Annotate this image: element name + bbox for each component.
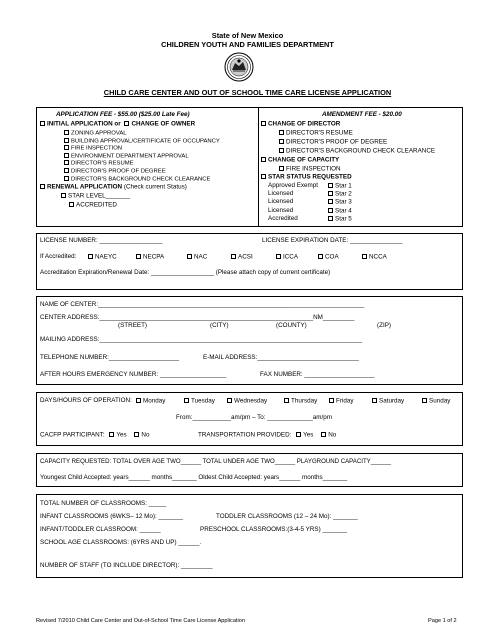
star-status-label: Approved Exempt xyxy=(268,182,319,189)
change-owner-checkbox[interactable] xyxy=(124,121,129,126)
star-level-row xyxy=(61,193,130,200)
director-item xyxy=(279,148,435,155)
director-item-checkbox[interactable] xyxy=(279,130,284,135)
director-item-checkbox[interactable] xyxy=(279,148,284,153)
day-option xyxy=(329,398,354,405)
application-item-label: DIRECTOR'S RESUME xyxy=(71,160,134,167)
day-option xyxy=(284,398,317,405)
fire-inspection-row xyxy=(279,166,341,173)
accreditor-option xyxy=(88,254,117,261)
hours-field: From:___________am/pm – To: _____________am/pm xyxy=(176,414,333,421)
child-ages: Youngest Child Accepted: years______ months_______ Oldest Child Accepted: years______ months_______ xyxy=(40,474,348,481)
star-option xyxy=(328,199,352,206)
star-option-label: Star 2 xyxy=(335,190,352,198)
telephone-number: TELEPHONE NUMBER:____________________ xyxy=(40,354,179,361)
capacity-requested: CAPACITY REQUESTED: TOTAL OVER AGE TWO______ TOTAL UNDER AGE TWO______ PLAYGROUND CAPACITY______ xyxy=(40,458,392,465)
application-item-label: ZONING APPROVAL xyxy=(71,130,127,137)
star-status-label: Accredited xyxy=(268,214,298,222)
change-capacity-row xyxy=(261,157,339,164)
star-option-checkbox[interactable] xyxy=(328,216,333,221)
accreditor-checkbox[interactable] xyxy=(362,254,367,259)
day-option xyxy=(422,398,450,405)
change-director-checkbox[interactable] xyxy=(261,121,266,126)
change-owner-label: CHANGE OF OWNER xyxy=(131,120,196,128)
transport-label: TRANSPORTATION PROVIDED: xyxy=(198,431,292,439)
day-option xyxy=(184,398,215,405)
accreditation-date: Accreditation Expiration/Renewal Date: __________________ (Please attach copy of current certificate) xyxy=(40,269,331,276)
application-item-checkbox[interactable] xyxy=(64,153,69,158)
star-status-label: STAR STATUS REQUESTED xyxy=(268,173,352,181)
application-item-label: DIRECTOR'S PROOF OF DEGREE xyxy=(71,168,166,175)
day-checkbox[interactable] xyxy=(184,398,189,403)
application-item xyxy=(64,153,189,160)
application-item xyxy=(64,145,122,152)
cacfp-label: CACFP PARTICIPANT: xyxy=(40,431,105,439)
staff-count: NUMBER OF STAFF (TO INCLUDE DIRECTOR): _________ xyxy=(40,562,213,569)
director-item xyxy=(279,130,353,137)
accredited-row xyxy=(69,202,117,209)
application-item xyxy=(64,138,220,145)
if-accredited-label: If Accredited: xyxy=(40,253,77,260)
application-item-checkbox[interactable] xyxy=(64,160,69,165)
initial-application-checkbox[interactable] xyxy=(40,121,45,126)
accreditor-option xyxy=(136,254,164,261)
star-option-label: Star 5 xyxy=(335,215,352,223)
accreditor-label: ACSI xyxy=(238,253,253,261)
accreditor-checkbox[interactable] xyxy=(231,254,236,259)
change-capacity-checkbox[interactable] xyxy=(261,157,266,162)
director-item-label: DIRECTOR'S RESUME xyxy=(286,129,353,137)
application-item-checkbox[interactable] xyxy=(64,168,69,173)
day-label: Thursday xyxy=(291,397,318,405)
amendment-fee-title: AMENDMENT FEE - $20.00 xyxy=(322,111,402,118)
application-item-checkbox[interactable] xyxy=(64,176,69,181)
accreditor-label: NAC xyxy=(194,253,208,261)
day-checkbox[interactable] xyxy=(422,398,427,403)
accreditor-checkbox[interactable] xyxy=(276,254,281,259)
cacfp-no-checkbox[interactable] xyxy=(134,432,139,437)
star-option-label: Star 4 xyxy=(335,207,352,215)
star-status-label: Licensed xyxy=(268,206,294,214)
fire-inspection-label: FIRE INSPECTION xyxy=(286,165,341,173)
star-option xyxy=(328,216,352,223)
star-status-row xyxy=(261,174,352,181)
renewal-note: (Check current Status) xyxy=(123,183,187,191)
accreditor-checkbox[interactable] xyxy=(187,254,192,259)
address-zip-label: (ZIP) xyxy=(377,322,391,329)
state-heading: State of New Mexico xyxy=(211,31,284,40)
director-item-checkbox[interactable] xyxy=(279,139,284,144)
preschool-classrooms: PRESCHOOL CLASSROOMS:(3-4-5 YRS) _______ xyxy=(200,526,347,533)
star-option-label: Star 3 xyxy=(335,198,352,206)
address-street-label: (STREET) xyxy=(118,322,148,329)
day-option xyxy=(227,398,267,405)
star-status-label: Licensed xyxy=(268,190,294,198)
application-item xyxy=(64,168,166,175)
accredited-label: ACCREDITED xyxy=(76,201,117,209)
state-seal-icon xyxy=(224,52,254,82)
director-item-label: DIRECTOR'S PROOF OF DEGREE xyxy=(286,138,388,146)
day-checkbox[interactable] xyxy=(329,398,334,403)
renewal-checkbox[interactable] xyxy=(40,184,45,189)
cacfp-no-label: No xyxy=(141,431,150,439)
license-number: LICENSE NUMBER: __________________ xyxy=(40,237,163,244)
transport-row xyxy=(198,432,336,439)
toddler-classrooms: TODDLER CLASSROOMS (12 – 24 Mo): _______ xyxy=(216,513,358,520)
day-option xyxy=(136,398,165,405)
star-option-checkbox[interactable] xyxy=(328,208,333,213)
star-option-checkbox[interactable] xyxy=(328,199,333,204)
initial-application-label: INITIAL APPLICATION or xyxy=(47,120,121,128)
accreditor-label: NAEYC xyxy=(95,253,117,261)
director-item-label: DIRECTOR'S BACKGROUND CHECK CLEARANCE xyxy=(286,147,436,155)
day-label: Tuesday xyxy=(191,397,215,405)
accreditor-option xyxy=(187,254,207,261)
star-option xyxy=(328,191,352,198)
application-fee-title: APPLICATION FEE - $55.00 ($25.00 Late Fee) xyxy=(56,111,190,118)
accreditor-option xyxy=(231,254,253,261)
star-status-label: Licensed xyxy=(268,198,294,206)
star-status-checkbox[interactable] xyxy=(261,174,266,179)
accreditor-option xyxy=(362,254,387,261)
mailing-address: MAILING ADDRESS:___________________________________________________________________________ xyxy=(40,336,363,343)
school-age-classrooms: SCHOOL AGE CLASSROOMS: (6YRS AND UP) ______. xyxy=(40,539,202,546)
license-expiration: LICENSE EXPIRATION DATE: _______________ xyxy=(262,237,403,244)
footer-page-number: Page 1 of 2 xyxy=(428,618,457,624)
transport-yes-label: Yes xyxy=(303,431,314,439)
accreditor-option xyxy=(276,254,298,261)
department-heading: CHILDREN YOUTH AND FAMILIES DEPARTMENT xyxy=(161,40,334,49)
day-checkbox[interactable] xyxy=(372,398,377,403)
infant-classrooms: INFANT CLASSROOMS (6WKS– 12 Mo): _______ xyxy=(40,513,184,520)
form-title: CHILD CARE CENTER AND OUT OF SCHOOL TIME CARE LICENSE APPLICATION xyxy=(103,88,392,97)
renewal-row xyxy=(40,184,187,191)
total-classrooms: TOTAL NUMBER OF CLASSROOMS: _____ xyxy=(40,500,167,507)
address-county-label: (COUNTY) xyxy=(276,322,307,329)
renewal-label: RENEWAL APPLICATION xyxy=(47,183,123,191)
application-item xyxy=(64,176,210,183)
accreditor-label: NECPA xyxy=(143,253,165,261)
infant-toddler-classrooms: INFANT/TODDLER CLASSROOM: ______ xyxy=(40,526,161,533)
change-director-label: CHANGE OF DIRECTOR xyxy=(268,120,341,128)
transport-no-label: No xyxy=(328,431,337,439)
days-label: DAYS/HOURS OF OPERATION: xyxy=(40,397,132,404)
application-item-checkbox[interactable] xyxy=(64,130,69,135)
day-label: Monday xyxy=(143,397,166,405)
initial-application-row xyxy=(40,121,195,128)
star-level-label: STAR LEVEL_______ xyxy=(68,192,131,200)
accredited-checkbox[interactable] xyxy=(69,202,74,207)
after-hours-number: AFTER HOURS EMERGENCY NUMBER: ___________________ xyxy=(40,371,227,378)
center-name: NAME OF CENTER:____________________________________________________________________________ xyxy=(40,301,365,308)
transport-no-checkbox[interactable] xyxy=(321,432,326,437)
accreditor-label: NCCA xyxy=(369,253,387,261)
star-option-label: Star 1 xyxy=(335,182,352,190)
fee-table-divider xyxy=(258,107,259,227)
application-item-checkbox[interactable] xyxy=(64,138,69,143)
application-item xyxy=(64,160,134,167)
cacfp-yes-checkbox[interactable] xyxy=(109,432,114,437)
application-item-label: FIRE INSPECTION xyxy=(71,145,123,152)
day-label: Friday xyxy=(336,397,354,405)
transport-yes-checkbox[interactable] xyxy=(296,432,301,437)
change-capacity-label: CHANGE OF CAPACITY xyxy=(268,156,340,164)
day-label: Sunday xyxy=(429,397,451,405)
day-label: Saturday xyxy=(379,397,405,405)
star-level-checkbox[interactable] xyxy=(61,193,66,198)
day-label: Wednesday xyxy=(234,397,268,405)
fire-inspection-checkbox[interactable] xyxy=(279,166,284,171)
director-item xyxy=(279,139,387,146)
cacfp-row xyxy=(40,432,149,439)
footer-revision: Revised 7/2010 Child Care Center and Out-of-School Time Care License Application xyxy=(36,618,245,624)
change-director-row xyxy=(261,121,340,128)
center-address: CENTER ADDRESS:_____________________________________________________________NM_________ xyxy=(40,314,355,321)
star-option-checkbox[interactable] xyxy=(328,191,333,196)
application-item xyxy=(64,130,127,137)
day-checkbox[interactable] xyxy=(284,398,289,403)
application-item-label: DIRECTOR'S BACKGROUND CHECK CLEARANCE xyxy=(71,176,211,183)
star-option xyxy=(328,183,352,190)
application-item-label: BUILDING APPROVAL/CERTIFICATE OF OCCUPANCY xyxy=(71,138,220,145)
address-city-label: (CITY) xyxy=(210,322,229,329)
accreditor-checkbox[interactable] xyxy=(318,254,323,259)
accreditor-checkbox[interactable] xyxy=(136,254,141,259)
application-item-checkbox[interactable] xyxy=(64,145,69,150)
day-checkbox[interactable] xyxy=(227,398,232,403)
star-option-checkbox[interactable] xyxy=(328,183,333,188)
accreditor-checkbox[interactable] xyxy=(88,254,93,259)
star-option xyxy=(328,208,352,215)
accreditor-option xyxy=(318,254,339,261)
cacfp-yes-label: Yes xyxy=(116,431,127,439)
accreditor-label: COA xyxy=(325,253,339,261)
application-item-label: ENVIRONMENT DEPARTMENT APPROVAL xyxy=(71,153,189,160)
fax-number: FAX NUMBER: ____________________ xyxy=(260,371,375,378)
day-option xyxy=(372,398,404,405)
day-checkbox[interactable] xyxy=(136,398,141,403)
email-address: E-MAIL ADDRESS:_____________________________ xyxy=(203,354,359,361)
accreditor-label: ICCA xyxy=(283,253,299,261)
